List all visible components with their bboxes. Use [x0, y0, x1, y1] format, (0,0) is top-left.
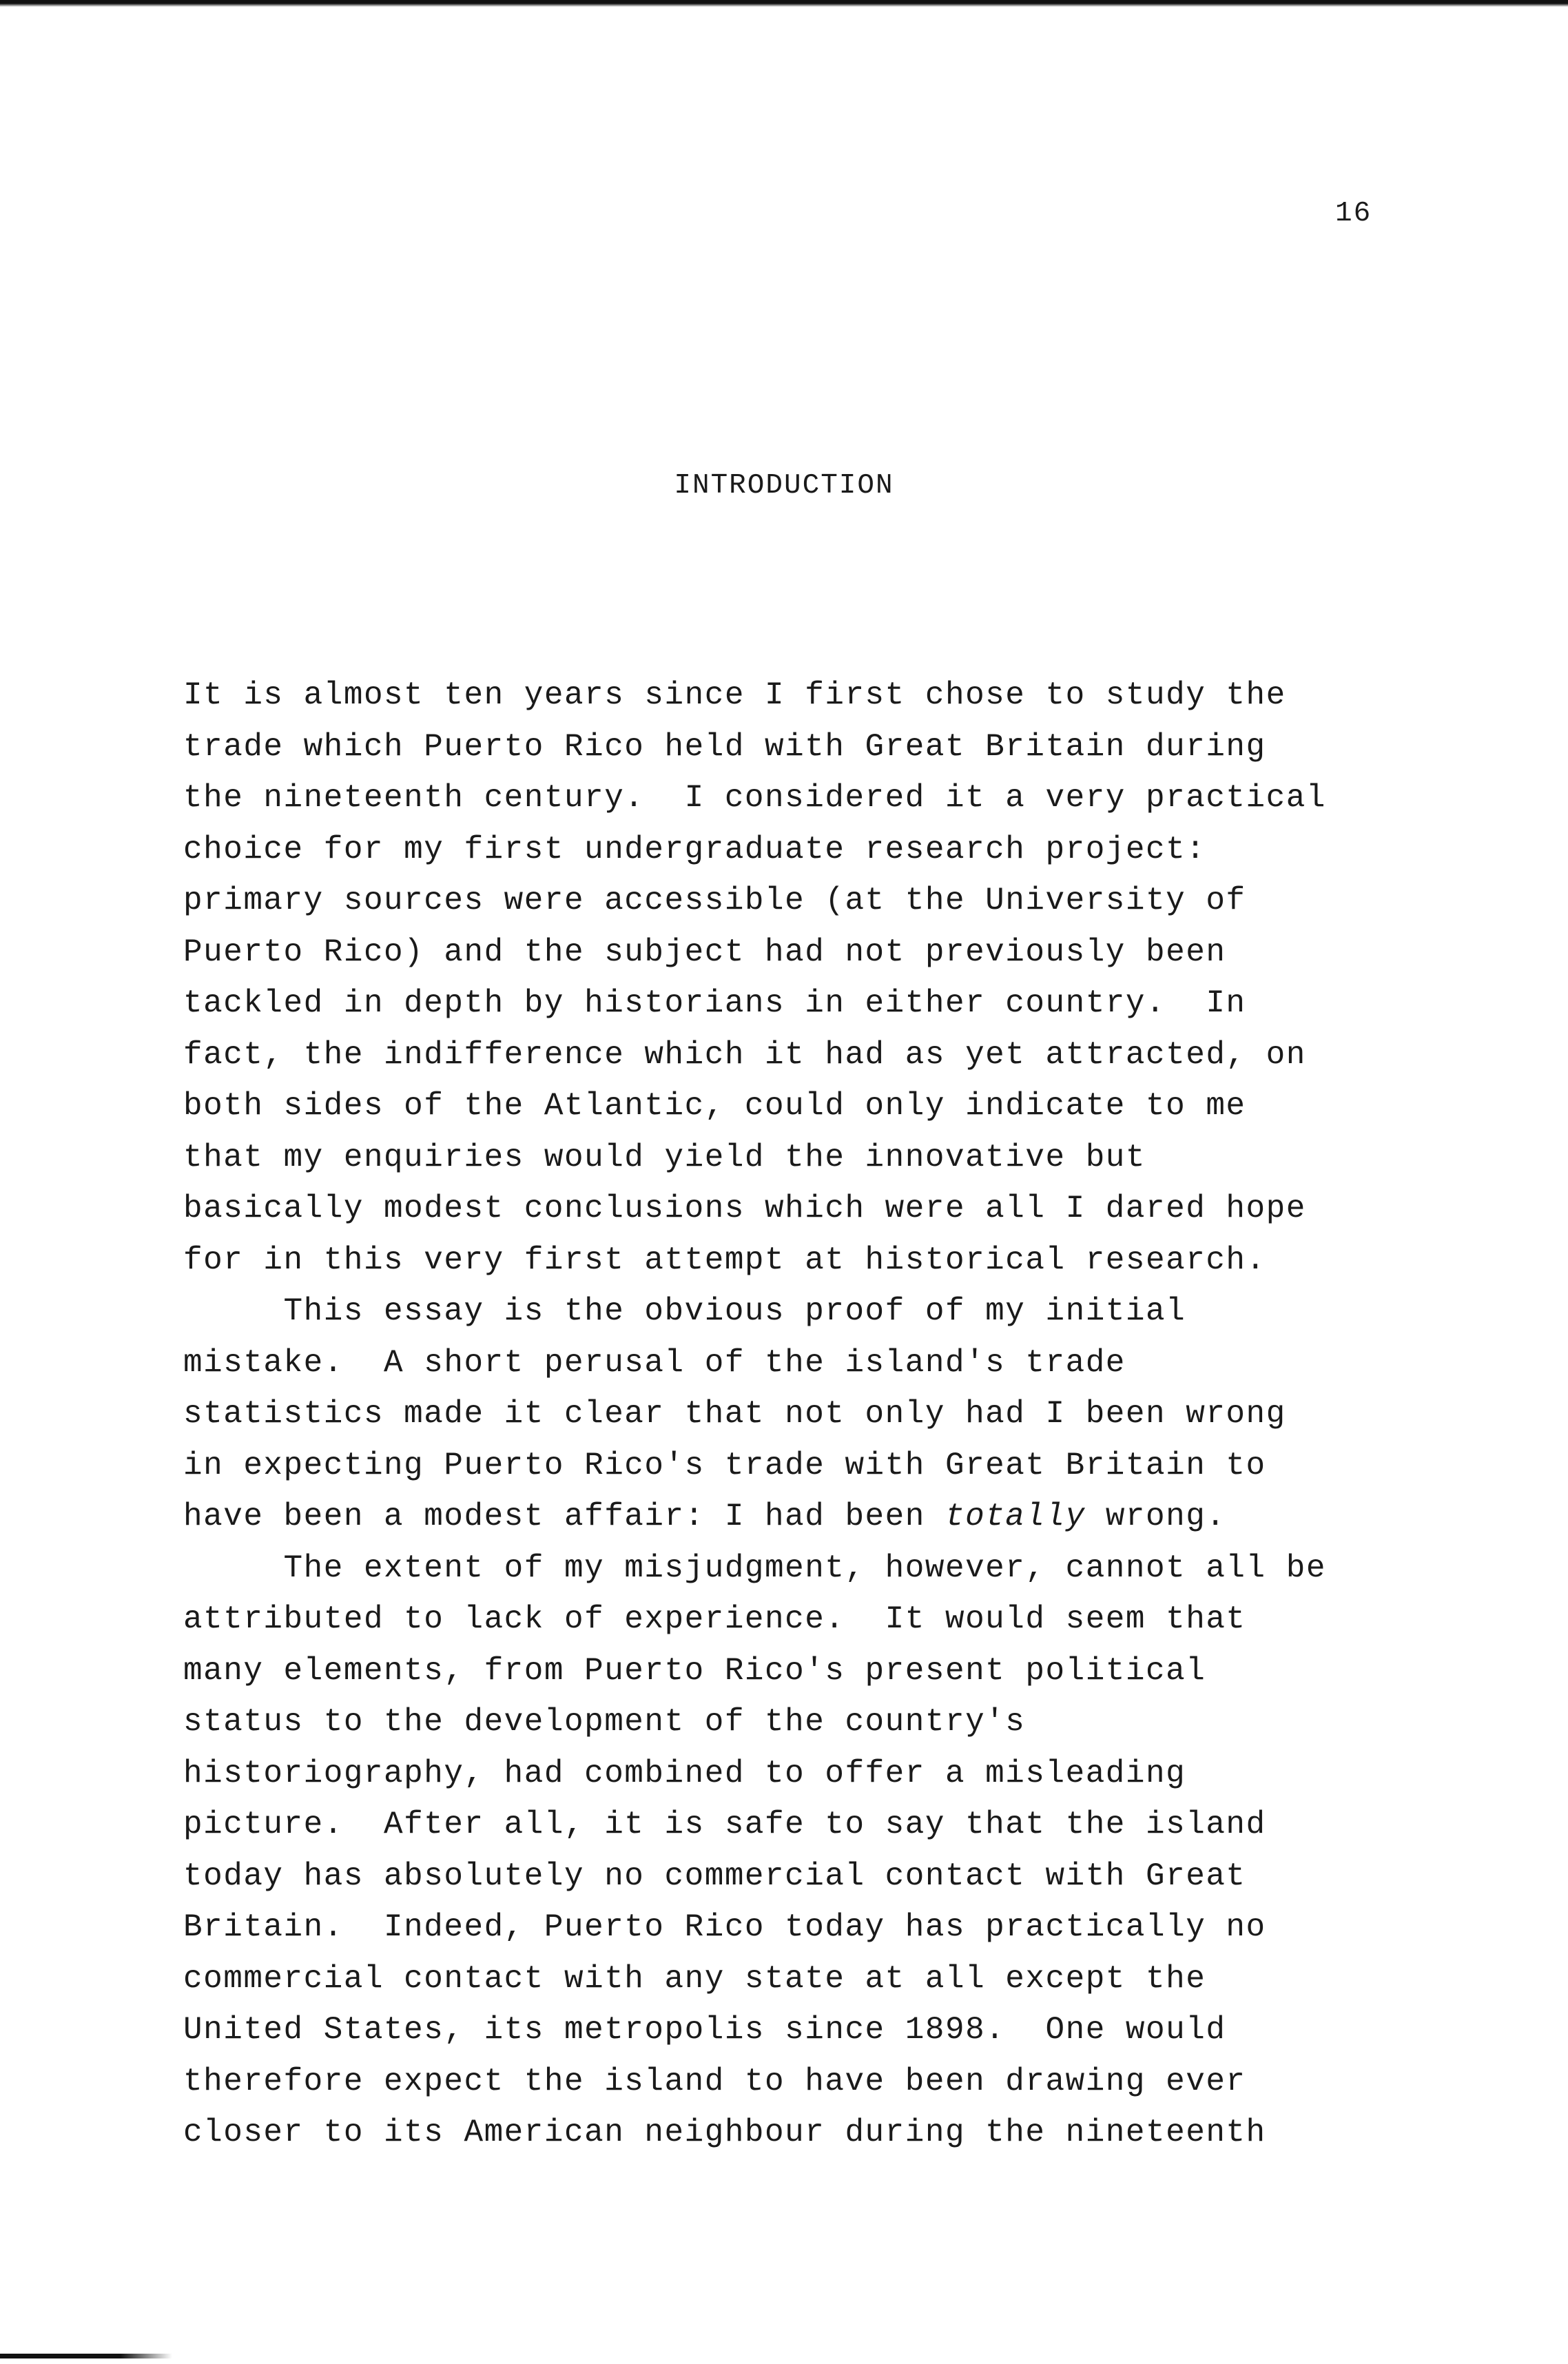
- text-line-content: primary sources were accessible (at the University of: [183, 883, 1246, 918]
- text-line: [183, 978, 1534, 1029]
- text-line-content: today has absolutely no commercial contact with Great: [183, 1858, 1246, 1894]
- text-line: [183, 2056, 1534, 2108]
- text-line-content: therefore expect the island to have been drawing ever: [183, 2063, 1246, 2099]
- text-line: [183, 1491, 1534, 1543]
- text-line: [183, 1080, 1534, 1132]
- text-line-content: Britain. Indeed, Puerto Rico today has practically no: [183, 1909, 1266, 1945]
- text-line-content: both sides of the Atlantic, could only indicate to me: [183, 1088, 1246, 1124]
- text-line: [183, 1543, 1534, 1594]
- text-line-content: trade which Puerto Rico held with Great Britain during: [183, 728, 1266, 765]
- text-line: [183, 1799, 1534, 1851]
- text-line: [183, 1851, 1534, 1902]
- text-line-content: that my enquiries would yield the innovative but: [183, 1139, 1146, 1175]
- text-line-emphasis: totally: [945, 1499, 1086, 1534]
- text-line-content: have been a modest affair: I had been: [183, 1499, 945, 1534]
- text-line-content: the nineteenth century. I considered it a very practical: [183, 780, 1326, 816]
- text-line: [183, 824, 1534, 876]
- text-line-content: attributed to lack of experience. It would seem that: [183, 1601, 1246, 1637]
- scan-edge-top: [0, 0, 1568, 7]
- text-line-content: United States, its metropolis since 1898. One would: [183, 2012, 1226, 2048]
- text-line-content: statistics made it clear that not only had I been wrong: [183, 1396, 1286, 1432]
- text-line: [183, 1337, 1534, 1389]
- text-line-content: The extent of my misjudgment, however, cannot all be: [183, 1550, 1326, 1586]
- text-line-content: for in this very first attempt at historical research.: [183, 1242, 1266, 1278]
- text-line: [183, 2004, 1534, 2056]
- text-line-tail: wrong.: [1085, 1499, 1226, 1534]
- text-line: [183, 772, 1534, 824]
- text-line-content: historiography, had combined to offer a misleading: [183, 1755, 1186, 1791]
- text-line: [183, 1748, 1534, 1800]
- text-line-content: This essay is the obvious proof of my initial: [183, 1293, 1186, 1329]
- text-line-content: status to the development of the country's: [183, 1704, 1026, 1740]
- text-line: [183, 721, 1534, 773]
- scan-edge-bottom: [0, 2354, 172, 2358]
- text-line-content: in expecting Puerto Rico's trade with Great Britain to: [183, 1447, 1266, 1483]
- text-line-content: It is almost ten years since I first chose to study the: [183, 677, 1286, 713]
- text-line: [183, 1029, 1534, 1081]
- text-line-content: Puerto Rico) and the subject had not previously been: [183, 934, 1226, 970]
- text-line: [183, 1953, 1534, 2005]
- text-line: [183, 1696, 1534, 1748]
- text-line: [183, 875, 1534, 927]
- text-line-content: picture. After all, it is safe to say that the island: [183, 1807, 1266, 1842]
- introduction-body: [183, 670, 1534, 2159]
- text-line: [183, 670, 1534, 721]
- text-line: [183, 1388, 1534, 1440]
- text-line: [183, 1286, 1534, 1337]
- page-number: 16: [1335, 198, 1372, 229]
- text-line-content: choice for my first undergraduate research project:: [183, 831, 1206, 867]
- text-line-content: commercial contact with any state at all except the: [183, 1960, 1206, 1997]
- text-line-content: fact, the indifference which it had as yet attracted, on: [183, 1036, 1306, 1073]
- text-line-content: many elements, from Puerto Rico's present political: [183, 1652, 1206, 1689]
- text-line: [183, 927, 1534, 978]
- text-line: [183, 1235, 1534, 1286]
- text-line: [183, 1183, 1534, 1235]
- text-line: [183, 1645, 1534, 1697]
- text-line: [183, 1132, 1534, 1184]
- text-line: [183, 1902, 1534, 1953]
- text-line: [183, 1594, 1534, 1645]
- text-line-content: mistake. A short perusal of the island's trade: [183, 1344, 1126, 1381]
- text-line: [183, 2107, 1534, 2159]
- text-line-content: basically modest conclusions which were all I dared hope: [183, 1191, 1306, 1226]
- text-line-content: closer to its American neighbour during the nineteenth: [183, 2115, 1266, 2150]
- text-line: [183, 1440, 1534, 1492]
- page-heading: INTRODUCTION: [674, 470, 894, 502]
- text-line-content: tackled in depth by historians in either country. In: [183, 985, 1246, 1021]
